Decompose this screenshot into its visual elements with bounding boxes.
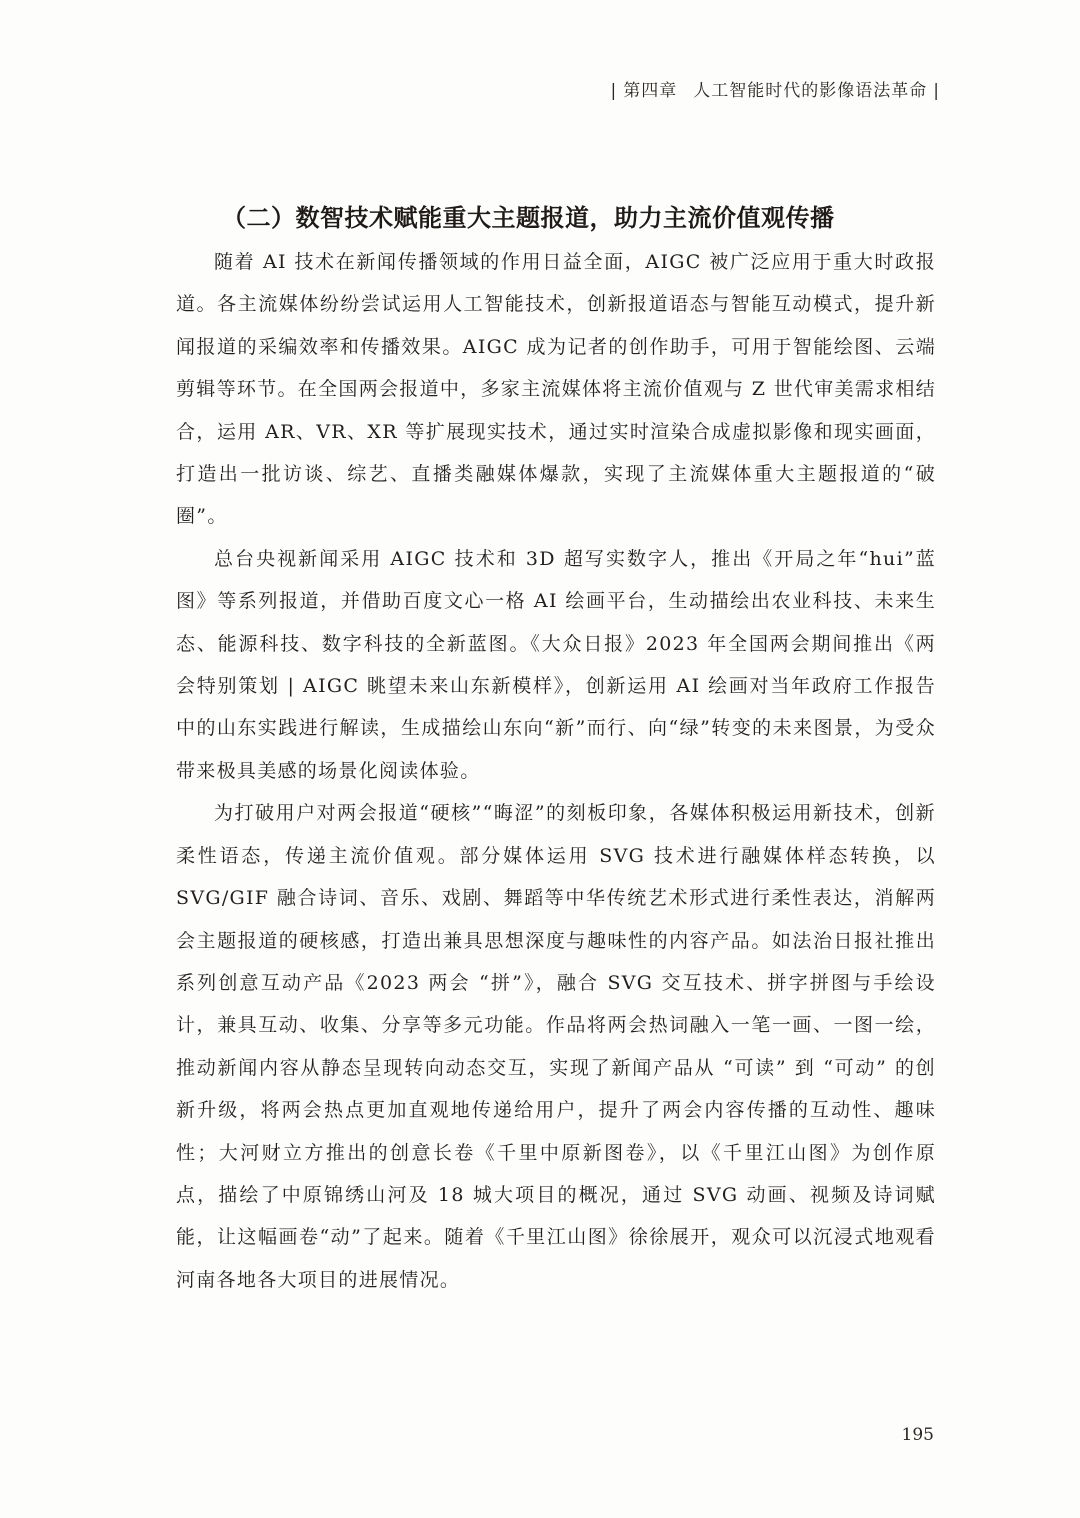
paragraph: 为打破用户对两会报道“硬核”“晦涩”的刻板印象，各媒体积极运用新技术，创新柔性语态，传递主流价值观。部分媒体运用 SVG 技术进行融媒体样态转换，以 SVG/GIF 融合诗词、音乐、戏剧、舞蹈等中华传统艺术形式进行柔性表达，消解两会主题报道的硬核感，打造出兼具思想深度与趣味性的内容产品。如法治日报社推出系列创意互动产品《2023 两会 “拼”》，融合 SVG 交互技术、拼字拼图与手绘设计，兼具互动、收集、分享等多元功能。作品将两会热词融入一笔一画、一图一绘，推动新闻内容从静态呈现转向动态交互，实现了新闻产品从 “可读” 到 “可动” 的创新升级，将两会热点更加直观地传递给用户，提升了两会内容传播的互动性、趣味性；大河财立方推出的创意长卷《千里中原新图卷》，以《千里江山图》为创作原点，描绘了中原锦绣山河及 18 城大项目的概况，通过 SVG 动画、视频及诗词赋能，让这幅画卷“动”了起来。随着《千里江山图》徐徐展开，观众可以沉浸式地观看河南各地各大项目的进展情况。 (176, 802, 936, 1291)
page-number: 195 (901, 1425, 934, 1445)
paragraph: 总台央视新闻采用 AIGC 技术和 3D 超写实数字人，推出《开局之年“hui”蓝图》等系列报道，并借助百度文心一格 AI 绘画平台，生动描绘出农业科技、未来生态、能源科技、数字科技的全新蓝图。《大众日报》2023 年全国两会期间推出《两会特别策划 | AIGC 眺望未来山东新模样》，创新运用 AI 绘画对当年政府工作报告中的山东实践进行解读，生成描绘山东向“新”而行、向“绿”转变的未来图景，为受众带来极具美感的场景化阅读体验。 (176, 547, 936, 782)
body-text (176, 241, 936, 1301)
header-divider-left: | (610, 81, 618, 101)
running-header (605, 76, 946, 101)
chapter-label: 第四章 (623, 81, 678, 101)
header-divider-right: | (933, 81, 940, 101)
paragraph: 随着 AI 技术在新闻传播领域的作用日益全面，AIGC 被广泛应用于重大时政报道。各主流媒体纷纷尝试运用人工智能技术，创新报道语态与智能互动模式，提升新闻报道的采编效率和传播效果。AIGC 成为记者的创作助手，可用于智能绘图、云端剪辑等环节。在全国两会报道中，多家主流媒体将主流价值观与 Z 世代审美需求相结合，运用 AR、VR、XR 等扩展现实技术，通过实时渲染合成虚拟影像和现实画面，打造出一批访谈、综艺、直播类融媒体爆款，实现了主流媒体重大主题报道的“破圈”。 (176, 251, 936, 528)
section-heading: （二）数智技术赋能重大主题报道，助力主流价值观传播 (222, 204, 835, 232)
chapter-title: 人工智能时代的影像语法革命 (693, 81, 928, 101)
